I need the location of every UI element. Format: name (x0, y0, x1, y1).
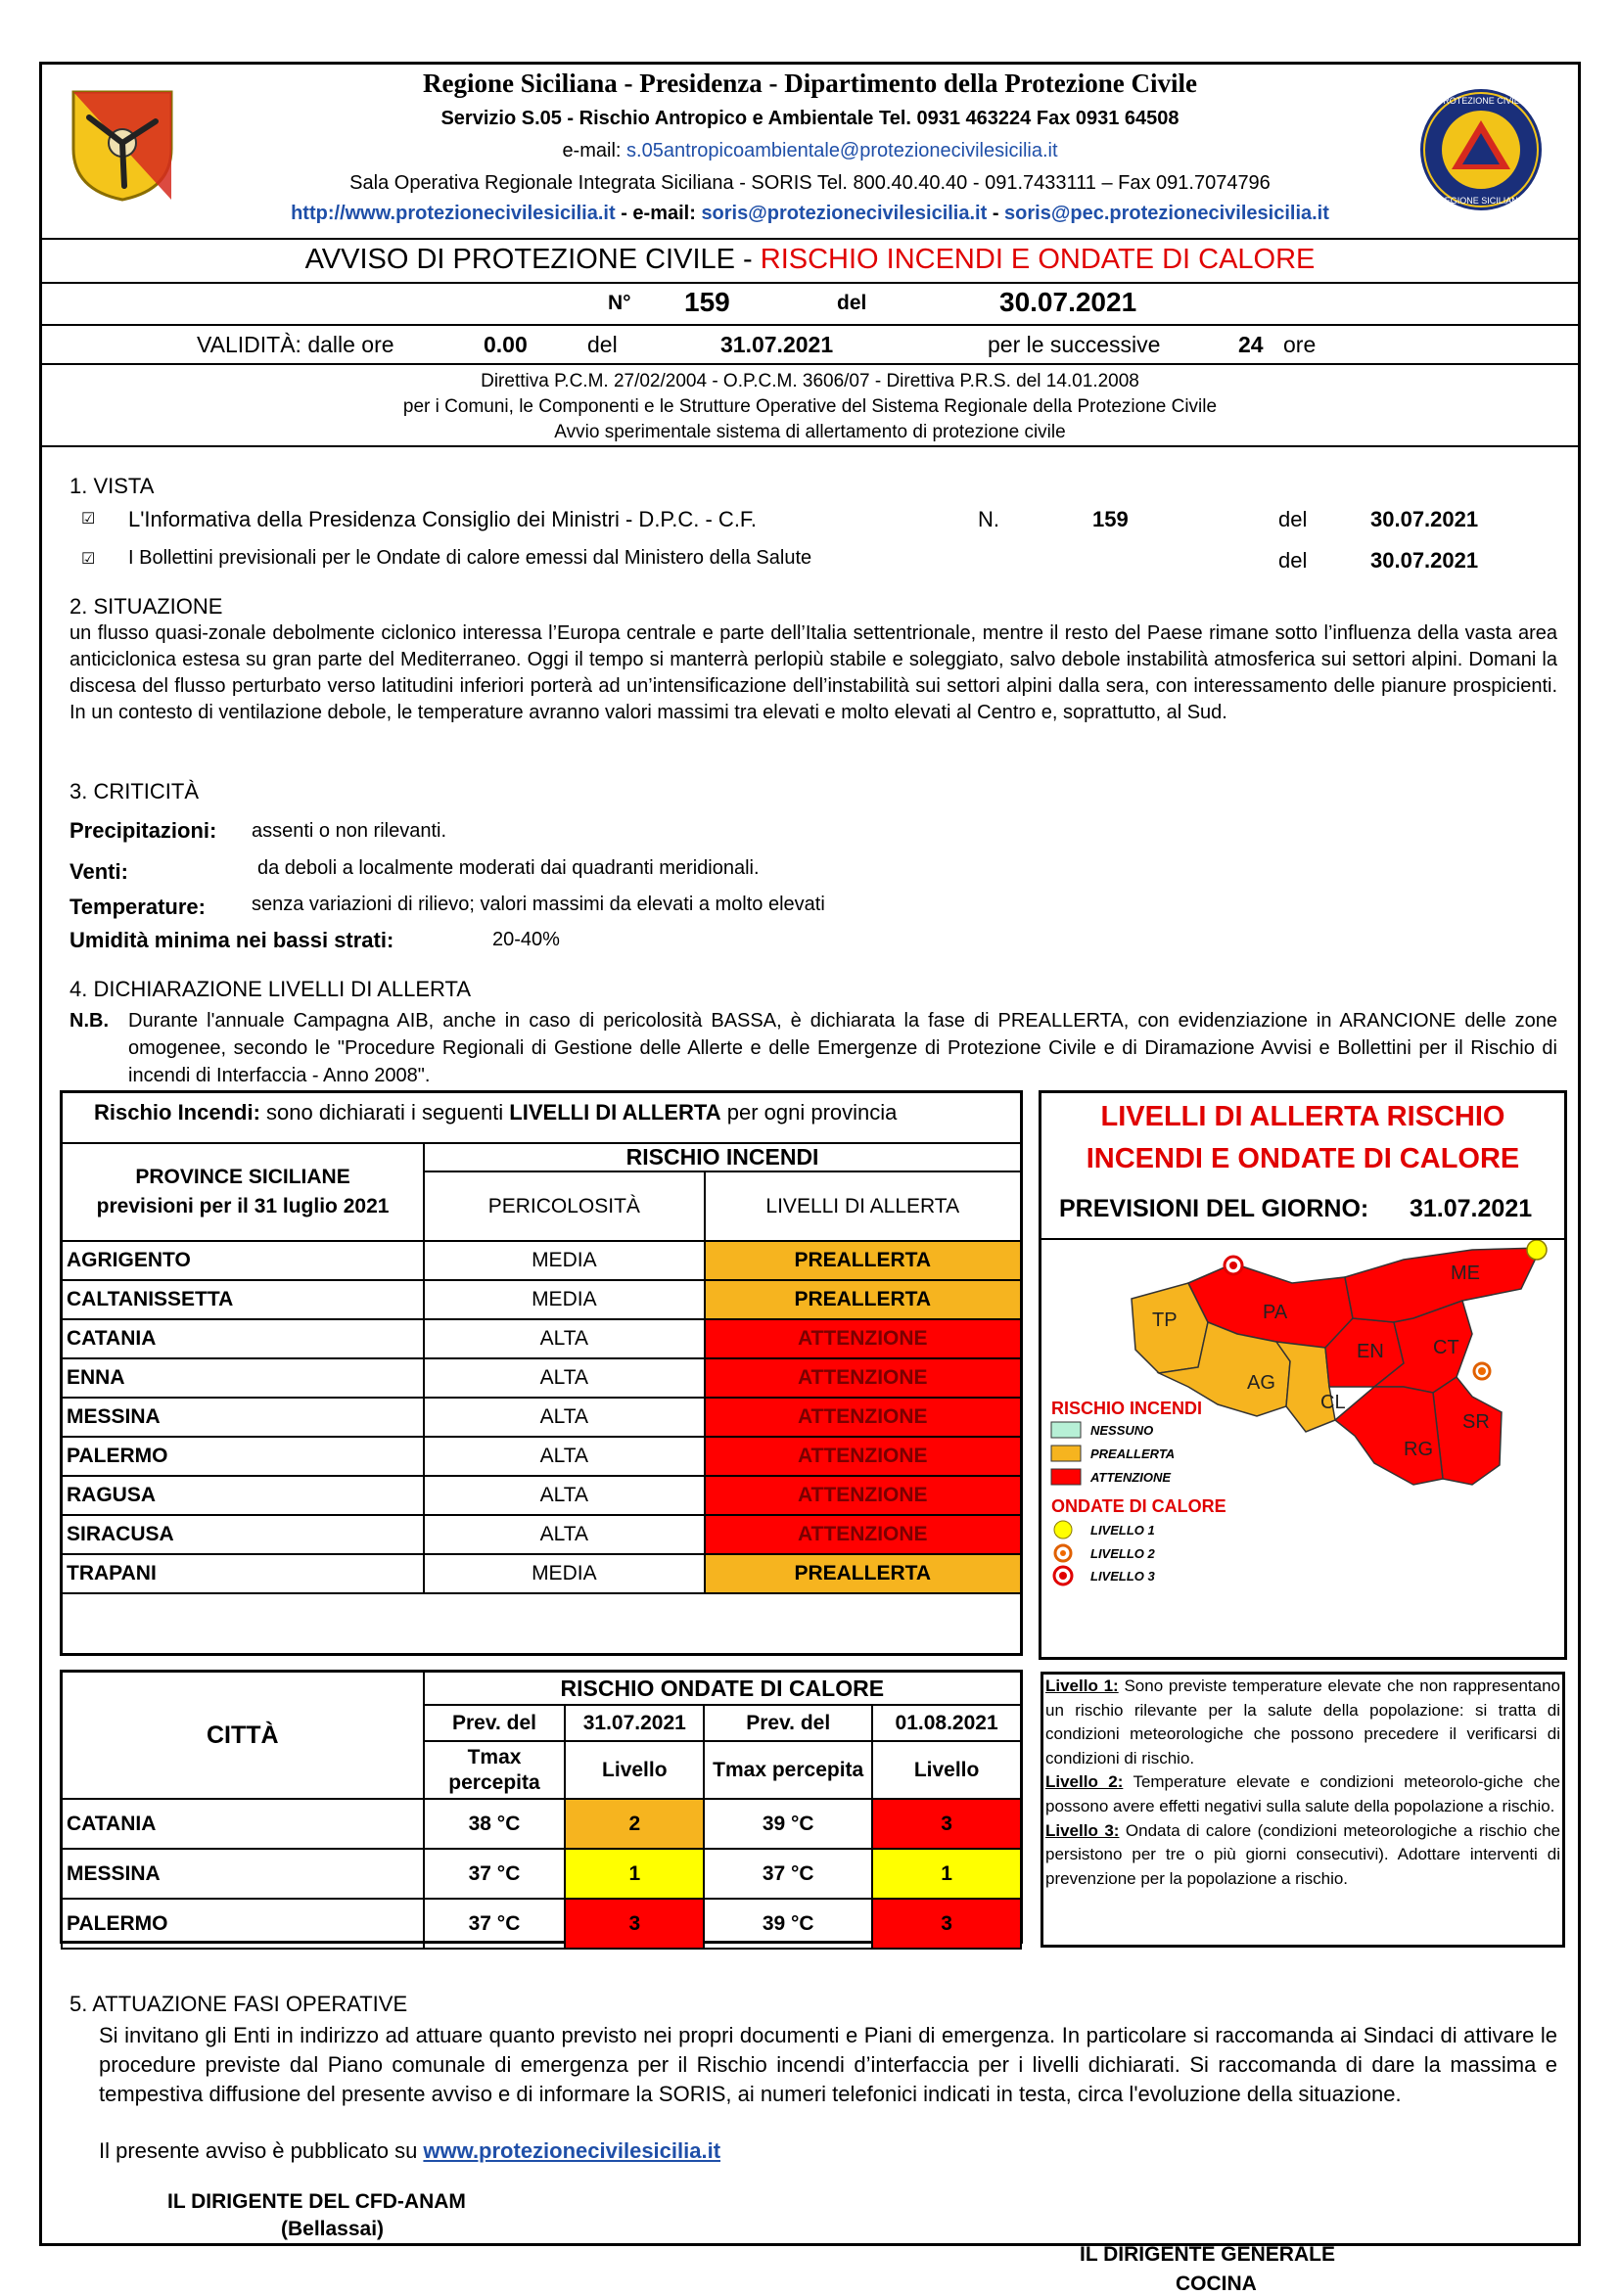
map-label-sr: SR (1462, 1411, 1490, 1433)
umid-label: Umidità minima nei bassi strati: (69, 928, 394, 952)
livello-allerta-value: PREALLERTA (705, 1241, 1021, 1280)
precip-label: Precipitazioni: (69, 818, 217, 843)
col-province-header: PROVINCE SICILIANE previsioni per il 31 luglio 2021 (62, 1143, 424, 1241)
tmax-1-value: 38 °C (424, 1799, 566, 1849)
tmax-1-header: Tmax percepita (424, 1741, 566, 1799)
province-name: CALTANISSETTA (62, 1280, 424, 1319)
dirigente-cfd-title: IL DIRIGENTE DEL CFD-ANAM (167, 2190, 466, 2213)
dirigente-generale-name: COCINA (1176, 2273, 1257, 2295)
province-name: TRAPANI (62, 1554, 424, 1593)
livello-allerta-value: ATTENZIONE (705, 1476, 1021, 1515)
tmax-1-value: 37 °C (424, 1899, 566, 1949)
citta-header: CITTÀ (62, 1672, 424, 1799)
livello-allerta-value: ATTENZIONE (705, 1398, 1021, 1437)
intro-bold-2: LIVELLI DI ALLERTA (509, 1100, 721, 1125)
livello-1-label: Livello 1: (1045, 1676, 1119, 1695)
pericolosita-value: ALTA (424, 1319, 704, 1358)
province-name: ENNA (62, 1358, 424, 1398)
incendi-rows (62, 1241, 1021, 1593)
legend-l2-center (1060, 1550, 1066, 1556)
legend-attenzione-label: ATTENZIONE (1090, 1470, 1172, 1485)
dirigente-cfd-name: (Bellassai) (281, 2218, 385, 2240)
criticita-heading: 3. CRITICITÀ (69, 779, 200, 804)
province-name: MESSINA (62, 1398, 424, 1437)
legend-l1-marker (1054, 1521, 1072, 1538)
vista-item-2-date: 30.07.2021 (1370, 548, 1479, 573)
incendi-table-frame (60, 1090, 1023, 1656)
legend-nessuno-swatch (1051, 1422, 1081, 1438)
email-label: e-mail: (562, 140, 627, 161)
legend-attenzione-swatch (1051, 1469, 1081, 1485)
vista-heading: 1. VISTA (69, 474, 155, 498)
city-name: PALERMO (62, 1899, 424, 1949)
livello-allerta-value: ATTENZIONE (705, 1437, 1021, 1476)
prev-del-1: Prev. del (424, 1705, 566, 1741)
ondate-row (62, 1799, 1021, 1849)
livello-1-value: 3 (565, 1899, 704, 1949)
tmax-1-value: 37 °C (424, 1849, 566, 1899)
province-name: RAGUSA (62, 1476, 424, 1515)
pericolosita-value: ALTA (424, 1437, 704, 1476)
map-prev-label: PREVISIONI DEL GIORNO: (1059, 1195, 1369, 1222)
map-label-me: ME (1451, 1263, 1480, 1284)
separator: - (987, 203, 1005, 224)
incendi-row (62, 1358, 1021, 1398)
incendi-row (62, 1241, 1021, 1280)
livello-allerta-value: ATTENZIONE (705, 1319, 1021, 1358)
pericolosita-value: MEDIA (424, 1280, 704, 1319)
livello-2-label: Livello 2: (1045, 1772, 1124, 1792)
ondate-date-1: 31.07.2021 (565, 1705, 704, 1741)
incendi-row (62, 1515, 1021, 1554)
province-name: PALERMO (62, 1437, 424, 1476)
avviso-number-row (42, 282, 1578, 324)
venti-label: Venti: (69, 859, 128, 884)
header-title: Regione Siciliana - Presidenza - Dipartimento della Protezione Civile (423, 69, 1197, 98)
validita-label: VALIDITÀ: dalle ore (197, 332, 394, 357)
situazione-heading: 2. SITUAZIONE (69, 594, 223, 619)
pericolosita-value: MEDIA (424, 1241, 704, 1280)
city-name: MESSINA (62, 1849, 424, 1899)
vista-item-1-n: 159 (1092, 507, 1129, 531)
map-label-pa: PA (1263, 1302, 1288, 1323)
map-label-rg: RG (1404, 1439, 1433, 1460)
protezione-civile-badge-logo (1417, 86, 1545, 213)
ore-label: ore (1283, 332, 1317, 357)
tmax-2-header: Tmax percepita (704, 1741, 872, 1799)
badge-top-text: PROTEZIONE CIVILE (1437, 96, 1525, 106)
ondate-date-2: 01.08.2021 (872, 1705, 1021, 1741)
soris-email-link[interactable]: soris@protezionecivilesicilia.it (701, 203, 988, 224)
province-name: CATANIA (62, 1319, 424, 1358)
vista-item-2: I Bollettini previsionali per le Ondate di calore emessi dal Ministero della Salute (128, 547, 812, 569)
legend-nessuno-label: NESSUNO (1090, 1423, 1154, 1438)
nb-text: Durante l'annuale Campagna AIB, anche in caso di pericolosità BASSA, è dichiarata la fase di PREALLERTA, con evidenziazione in ARANCIONE delle zone omogenee, secondo le "Procedure Regionali di Gestione delle Allerte e delle Emergenze di Protezione Civile e di Diramazione Avvisi e Bollettini per il Rischio di incendi di Interfaccia - Anno 2008". (128, 1010, 1557, 1086)
validita-date: 31.07.2021 (720, 332, 834, 357)
tmax-2-value: 37 °C (704, 1849, 872, 1899)
incendi-row (62, 1437, 1021, 1476)
dichiarazione-heading: 4. DICHIARAZIONE LIVELLI DI ALLERTA (69, 977, 471, 1001)
pec-email-link[interactable]: soris@pec.protezionecivilesicilia.it (1004, 203, 1329, 224)
map-title-2: INCENDI E ONDATE DI CALORE (1086, 1143, 1520, 1174)
directive-line-1: Direttiva P.C.M. 27/02/2004 - O.P.C.M. 3606/07 - Direttiva P.R.S. del 14.01.2008 (481, 371, 1139, 391)
validita-row (42, 324, 1578, 363)
attuazione-text: Si invitano gli Enti in indirizzo ad attuare quanto previsto nei propri documenti e Piani di emergenza. In particolare si raccomanda ai Sindaci di attivare le procedure previste dal Piano comunale di emergenza per il Rischio incendi d’interfaccia per i livelli dichiarati. Si raccomanda di dare la massima e tempestiva diffusione del presente avviso e di informare la SORIS, ai numeri telefonici indicati in testa, circa l'evoluzione della situazione. (99, 2023, 1557, 2106)
legend-l1-label: LIVELLO 1 (1090, 1523, 1155, 1538)
livello-2-header: Livello (872, 1741, 1021, 1799)
intro-bold-1: Rischio Incendi: (94, 1100, 260, 1125)
pericolosita-value: ALTA (424, 1476, 704, 1515)
ondate-row (62, 1849, 1021, 1899)
header-service: Servizio S.05 - Rischio Antropico e Ambientale Tel. 0931 463224 Fax 0931 64508 (440, 108, 1180, 129)
email2-label: - e-mail: (615, 203, 702, 224)
map-label-tp: TP (1152, 1309, 1178, 1331)
incendi-row (62, 1319, 1021, 1358)
checkbox-icon: ☑ (81, 551, 96, 568)
livello-1-value: 1 (565, 1849, 704, 1899)
catania-marker-center (1478, 1367, 1486, 1375)
livelli-description (1041, 1672, 1565, 1948)
livello-3-desc: Ondata di calore (condizioni meteorologiche a rischio che persistono per tre o più giorni consecutivi). Adottare interventi di prevenzione per la popolazione a rischio. (1045, 1820, 1560, 1888)
intro-end: per ogni provincia (720, 1100, 898, 1125)
incendi-row (62, 1280, 1021, 1319)
precip-value: assenti o non rilevanti. (252, 820, 447, 842)
incendi-intro (94, 1100, 897, 1125)
publication-line (99, 2138, 720, 2164)
map-prev-date: 31.07.2021 (1410, 1195, 1533, 1222)
incendi-row (62, 1398, 1021, 1437)
header-email-line (42, 140, 1578, 162)
pericolosita-value: ALTA (424, 1515, 704, 1554)
livello-1-desc: Sono previste temperature elevate che non rappresentano un rischio rilevante per la salute della popolazione: si tratta di condizioni meteorologiche che possono precedere il verificarsi di condizioni di rischio. (1045, 1676, 1560, 1768)
intro-mid: sono dichiarati i seguenti (259, 1100, 510, 1125)
pericolosita-value: MEDIA (424, 1554, 704, 1593)
document-page (39, 62, 1581, 2295)
map-title-1: LIVELLI DI ALLERTA RISCHIO (1100, 1101, 1505, 1132)
incendi-row (62, 1476, 1021, 1515)
map-panel (1039, 1090, 1567, 1660)
tmax-2-value: 39 °C (704, 1799, 872, 1849)
tmax-2-value: 39 °C (704, 1899, 872, 1949)
map-label-cl: CL (1320, 1392, 1346, 1413)
livello-2-value: 1 (872, 1849, 1021, 1899)
livello-2-value: 3 (872, 1899, 1021, 1949)
livello-3-label: Livello 3: (1045, 1820, 1120, 1840)
livello-1-value: 2 (565, 1799, 704, 1849)
successive-hours: 24 (1238, 332, 1264, 357)
header-links-line (42, 203, 1578, 225)
vista-item-1-del: del (1278, 507, 1308, 531)
prev-del-2: Prev. del (704, 1705, 872, 1741)
avviso-number: 159 (684, 287, 730, 317)
legend-l3-label: LIVELLO 3 (1090, 1569, 1155, 1584)
pericolosita-value: ALTA (424, 1398, 704, 1437)
pericolosita-value: ALTA (424, 1358, 704, 1398)
nb-label: N.B. (69, 1010, 109, 1032)
directive-line-3: Avvio sperimentale sistema di allertamento di protezione civile (554, 422, 1066, 442)
directive-line-2: per i Comuni, le Componenti e le Strutture Operative del Sistema Regionale della Protezione Civile (402, 396, 1218, 417)
col-livelli-header: LIVELLI DI ALLERTA (705, 1171, 1021, 1241)
province-name: SIRACUSA (62, 1515, 424, 1554)
checkbox-icon: ☑ (81, 511, 96, 528)
incendi-row (62, 1554, 1021, 1593)
directive-row (42, 363, 1578, 447)
ondate-table (61, 1671, 1022, 1950)
header-sala: Sala Operativa Regionale Integrata Siciliana - SORIS Tel. 800.40.40.40 - 091.7433111 – Fax 091.7074796 (349, 172, 1271, 194)
legend-l3-center (1059, 1572, 1067, 1580)
col-rischio-incendi-header: RISCHIO INCENDI (424, 1143, 1021, 1171)
validita-ore: 0.00 (484, 332, 528, 357)
map-label-ag: AG (1247, 1372, 1275, 1394)
livello-allerta-value: PREALLERTA (705, 1554, 1021, 1593)
ondate-row (62, 1899, 1021, 1949)
ondate-group-header: RISCHIO ONDATE DI CALORE (424, 1672, 1021, 1705)
del-label: del (837, 292, 867, 314)
col-pericolosita-header: PERICOLOSITÀ (424, 1171, 704, 1241)
vista-item-1: L'Informativa della Presidenza Consiglio dei Ministri - D.P.C. - C.F. (128, 507, 758, 531)
umid-value: 20-40% (492, 929, 560, 950)
map-label-ct: CT (1433, 1337, 1459, 1358)
legend-ondate-title: ONDATE DI CALORE (1051, 1496, 1226, 1516)
pub-text: Il presente avviso è pubblicato su (99, 2138, 424, 2163)
website-link[interactable]: http://www.protezionecivilesicilia.it (291, 203, 616, 224)
dirigente-generale-title: IL DIRIGENTE GENERALE (1080, 2243, 1335, 2266)
legend-incendi-title: RISCHIO INCENDI (1051, 1399, 1203, 1418)
ondate-table-frame (60, 1670, 1023, 1944)
situazione-text: un flusso quasi-zonale debolmente ciclonico interessa l’Europa centrale e parte dell’Italia settentrionale, mentre il resto del Paese rimane sotto l’influenza della vasta area anticiclonica estesa su gran parte del Mediterraneo. Oggi il tempo si manterrà perlopiù stabile e soleggiato, salvo debole instabilità atmosferica sui settori alpini. Domani la discesa del flusso perturbato verso latitudini inferiori porterà ad un’intensificazione dell’instabilità sui settori alpini dalla sera, con interessamento delle pianure prospicienti. In un contesto di ventilazione debole, le temperature avranno valori massimi tra elevati e molto elevati al Centro e, soprattutto, al Sud. (69, 622, 1557, 723)
validita-del: del (587, 332, 618, 357)
province-name: AGRIGENTO (62, 1241, 424, 1280)
temp-label: Temperature: (69, 895, 206, 919)
pub-website-link[interactable]: www.protezionecivilesicilia.it (423, 2138, 721, 2163)
city-name: CATANIA (62, 1799, 424, 1849)
ondate-rows (62, 1799, 1021, 1949)
num-label: N° (608, 292, 631, 314)
livello-allerta-value: PREALLERTA (705, 1280, 1021, 1319)
header-email-link[interactable]: s.05antropicoambientale@protezionecivilesicilia.it (626, 140, 1058, 161)
badge-bottom-text: REGIONE SICILIANA (1438, 196, 1524, 206)
legend-preallerta-label: PREALLERTA (1090, 1446, 1176, 1461)
vista-item-2-del: del (1278, 548, 1308, 573)
sicily-alert-map (1041, 1240, 1564, 1659)
livello-allerta-value: ATTENZIONE (705, 1515, 1021, 1554)
venti-value: da deboli a localmente moderati dai quadranti meridionali. (257, 857, 760, 879)
livello-2-value: 3 (872, 1799, 1021, 1849)
temp-value: senza variazioni di rilievo; valori massimi da elevati a molto elevati (252, 894, 825, 915)
palermo-marker-center (1229, 1262, 1237, 1269)
header (42, 65, 1578, 238)
vista-item-1-date: 30.07.2021 (1370, 507, 1479, 531)
legend-l2-label: LIVELLO 2 (1090, 1546, 1155, 1561)
incendi-table (61, 1142, 1022, 1594)
livello-allerta-value: ATTENZIONE (705, 1358, 1021, 1398)
avviso-date: 30.07.2021 (999, 287, 1137, 317)
livello-1-header: Livello (565, 1741, 704, 1799)
region-rg (1335, 1387, 1443, 1485)
successive-label: per le successive (988, 332, 1161, 357)
legend-preallerta-swatch (1051, 1446, 1081, 1461)
avviso-title (42, 244, 1578, 276)
vista-item-1-n-label: N. (978, 507, 999, 531)
map-label-en: EN (1357, 1341, 1384, 1362)
attuazione-heading: 5. ATTUAZIONE FASI OPERATIVE (69, 1992, 408, 2016)
livello-2-desc: Temperature elevate e condizioni meteorolo-giche che possono avere effetti negativi sulla salute della popolazione a rischio. (1045, 1772, 1560, 1815)
avviso-title-row (42, 238, 1578, 282)
avviso-title-red: RISCHIO INCENDI E ONDATE DI CALORE (760, 244, 1316, 275)
messina-level1-marker (1527, 1240, 1547, 1260)
avviso-title-black: AVVISO DI PROTEZIONE CIVILE - (304, 244, 761, 275)
